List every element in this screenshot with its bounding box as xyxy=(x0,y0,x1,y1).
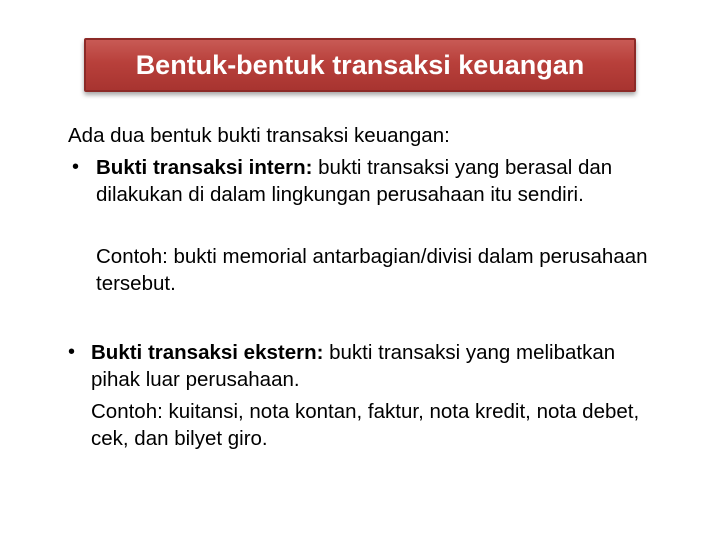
example-ekstern: Contoh: kuitansi, nota kontan, faktur, nota kredit, nota debet, cek, dan bilyet giro. xyxy=(91,400,640,450)
definition-ekstern: bukti transaksi yang melibatkan pihak luar perusahaan. xyxy=(91,341,616,391)
intro-text: Ada dua bentuk bukti transaksi keuangan: xyxy=(68,124,450,147)
term-ekstern: Bukti transaksi ekstern: xyxy=(91,341,324,364)
definition-intern: bukti transaksi yang berasal dan dilakukan di dalam lingkungan perusahaan itu sendiri. xyxy=(96,156,613,206)
slide-title: Bentuk-bentuk transaksi keuangan xyxy=(135,49,585,80)
bullet-marker: • xyxy=(68,341,76,363)
bullet-marker: • xyxy=(72,156,80,178)
term-intern: Bukti transaksi intern: xyxy=(96,156,313,179)
example-intern: Contoh: bukti memorial antarbagian/divisi dalam perusahaan tersebut. xyxy=(96,245,648,295)
list-item-ekstern xyxy=(91,339,631,393)
list-item-intern xyxy=(96,154,686,208)
